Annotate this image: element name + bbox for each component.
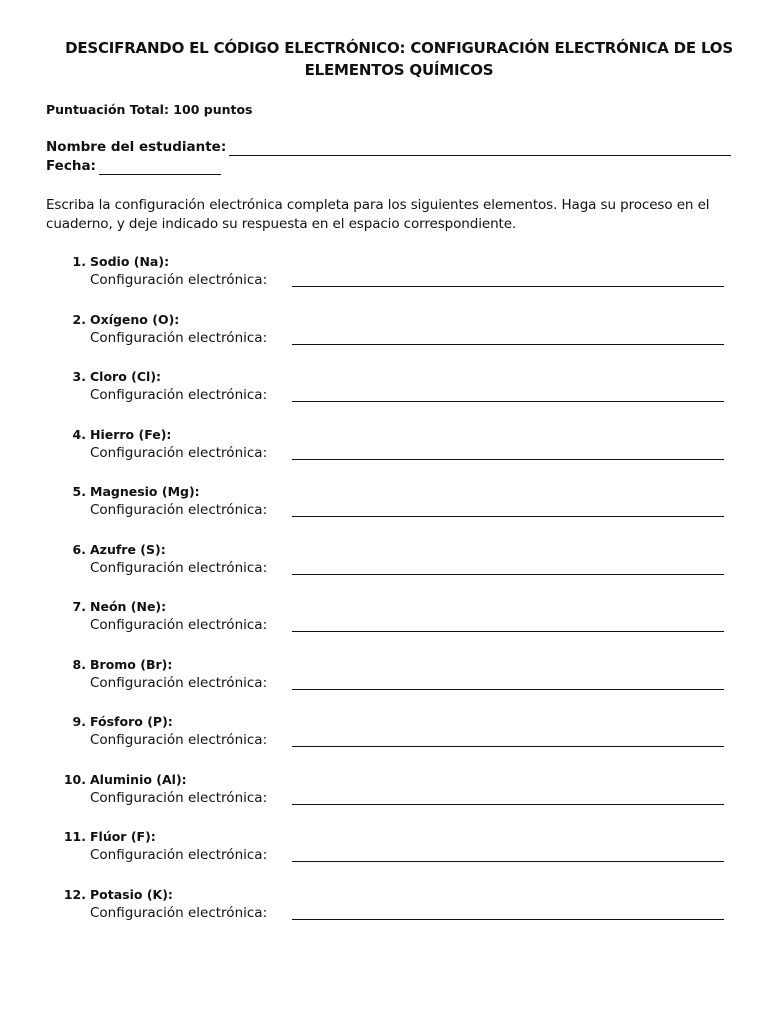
configuration-answer-field[interactable] <box>292 861 724 862</box>
page-title <box>40 37 758 81</box>
configuration-label: Configuración electrónica: <box>90 617 268 633</box>
element-name: Potasio (K): <box>90 887 173 902</box>
element-item <box>0 713 768 753</box>
item-number: 8. <box>72 657 86 672</box>
element-item <box>0 368 768 408</box>
configuration-answer-field[interactable] <box>292 459 724 460</box>
item-number: 1. <box>72 254 86 269</box>
instructions-text: Escriba la configuración electrónica completa para los siguientes elementos. Haga su proceso en el cuaderno, y deje indicado su respuesta en el espacio correspondiente. <box>46 197 710 232</box>
student-name-row <box>46 138 731 156</box>
element-item <box>0 483 768 523</box>
item-number: 4. <box>72 427 86 442</box>
configuration-answer-field[interactable] <box>292 344 724 345</box>
element-name: Sodio (Na): <box>90 254 170 269</box>
configuration-label: Configuración electrónica: <box>90 732 268 748</box>
configuration-answer-field[interactable] <box>292 401 724 402</box>
configuration-answer-field[interactable] <box>292 516 724 517</box>
configuration-answer-field[interactable] <box>292 574 724 575</box>
element-item <box>0 886 768 926</box>
item-number: 7. <box>72 599 86 614</box>
element-name: Bromo (Br): <box>90 657 173 672</box>
date-row <box>46 157 221 175</box>
element-item <box>0 598 768 638</box>
total-score: Puntuación Total: 100 puntos <box>46 102 253 117</box>
configuration-answer-field[interactable] <box>292 746 724 747</box>
element-name: Azufre (S): <box>90 542 166 557</box>
element-item <box>0 253 768 293</box>
title-line-2: ELEMENTOS QUÍMICOS <box>304 61 494 79</box>
item-number: 12. <box>63 887 86 902</box>
configuration-label: Configuración electrónica: <box>90 502 268 518</box>
element-item <box>0 426 768 466</box>
configuration-label: Configuración electrónica: <box>90 675 268 691</box>
item-number: 11. <box>63 829 86 844</box>
configuration-label: Configuración electrónica: <box>90 905 268 921</box>
element-name: Oxígeno (O): <box>90 312 180 327</box>
configuration-label: Configuración electrónica: <box>90 387 268 403</box>
configuration-label: Configuración electrónica: <box>90 560 268 576</box>
date-label: Fecha: <box>46 158 96 174</box>
date-field[interactable] <box>99 160 221 175</box>
element-name: Cloro (Cl): <box>90 369 162 384</box>
configuration-answer-field[interactable] <box>292 689 724 690</box>
element-item <box>0 828 768 868</box>
configuration-label: Configuración electrónica: <box>90 445 268 461</box>
element-name: Fósforo (P): <box>90 714 173 729</box>
student-name-field[interactable] <box>229 141 731 156</box>
configuration-answer-field[interactable] <box>292 286 724 287</box>
element-item <box>0 311 768 351</box>
configuration-answer-field[interactable] <box>292 919 724 920</box>
configuration-label: Configuración electrónica: <box>90 790 268 806</box>
configuration-label: Configuración electrónica: <box>90 272 268 288</box>
configuration-answer-field[interactable] <box>292 804 724 805</box>
element-item <box>0 541 768 581</box>
element-item <box>0 656 768 696</box>
element-item <box>0 771 768 811</box>
item-number: 5. <box>72 484 86 499</box>
item-number: 10. <box>63 772 86 787</box>
item-number: 2. <box>72 312 86 327</box>
configuration-label: Configuración electrónica: <box>90 330 268 346</box>
title-line-1: DESCIFRANDO EL CÓDIGO ELECTRÓNICO: CONFIGURACIÓN ELECTRÓNICA DE LOS <box>65 39 733 57</box>
element-name: Aluminio (Al): <box>90 772 187 787</box>
item-number: 6. <box>72 542 86 557</box>
element-name: Flúor (F): <box>90 829 156 844</box>
element-name: Magnesio (Mg): <box>90 484 200 499</box>
element-name: Neón (Ne): <box>90 599 167 614</box>
item-number: 9. <box>72 714 86 729</box>
element-name: Hierro (Fe): <box>90 427 172 442</box>
item-number: 3. <box>72 369 86 384</box>
configuration-answer-field[interactable] <box>292 631 724 632</box>
configuration-label: Configuración electrónica: <box>90 847 268 863</box>
student-name-label: Nombre del estudiante: <box>46 139 227 155</box>
